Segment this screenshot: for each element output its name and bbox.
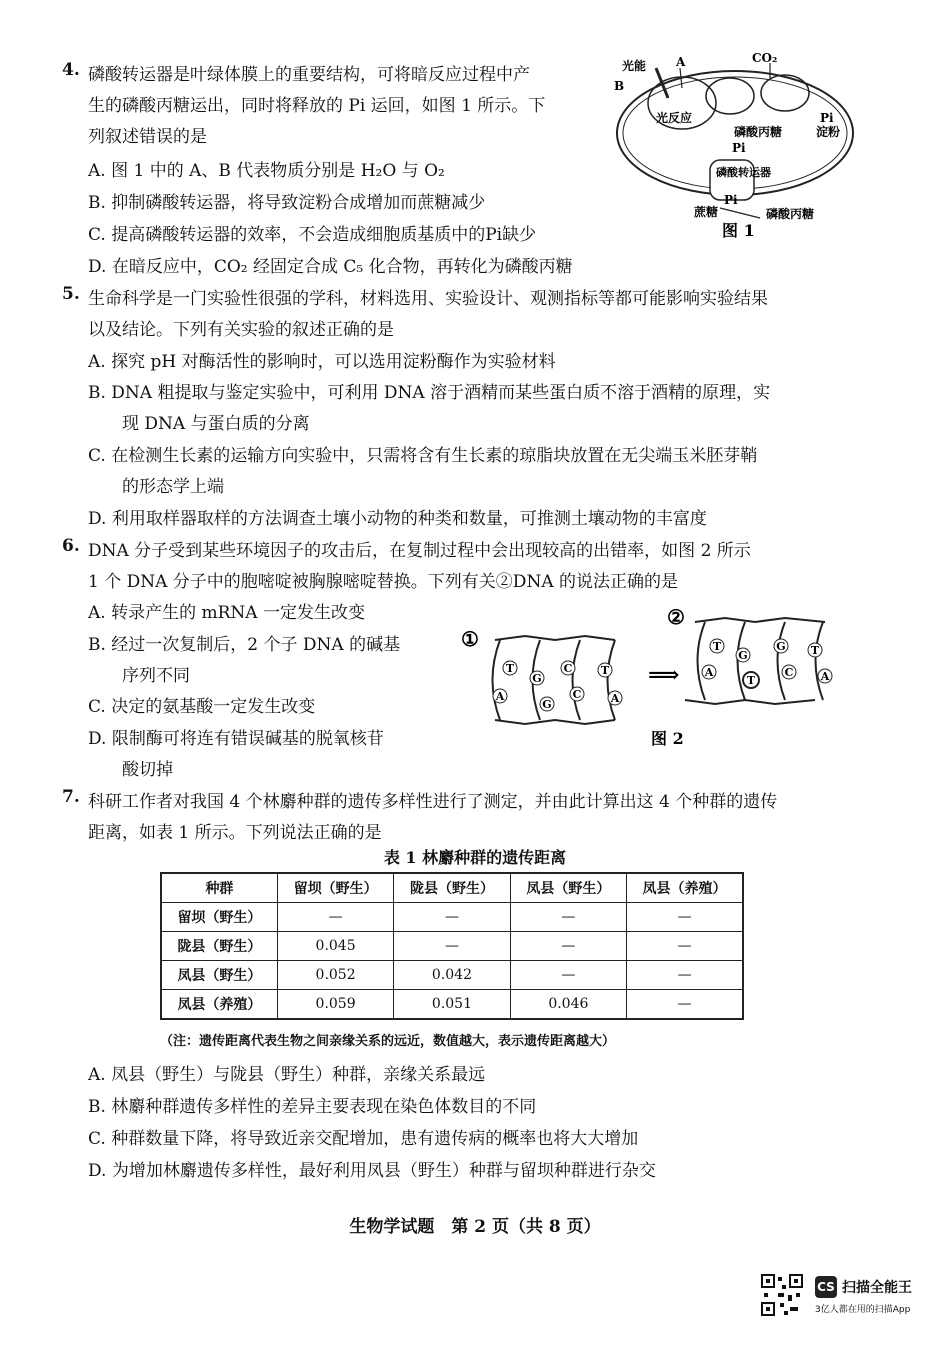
fig2-mut-base-4: T: [810, 644, 820, 657]
q4-stem-line-2: 生的磷酸丙糖运出，同时将释放的 Pi 运回，如图 1 所示。下: [88, 96, 546, 116]
fig2-base-3: C: [563, 662, 573, 675]
figure-1-chloroplast-diagram: [610, 48, 860, 238]
page-footer: 生物学试题 第 2 页（共 8 页）: [349, 1217, 601, 1237]
q4-option-b: B. 抑制磷酸转运器，将导致淀粉合成增加而蔗糖减少: [88, 193, 486, 213]
q5-option-a: A. 探究 pH 对酶活性的影响时，可以选用淀粉酶作为实验材料: [88, 352, 556, 372]
figure-2-dna-diagram: [455, 600, 855, 760]
table-header: 凤县（野生）: [510, 873, 626, 903]
fig2-mark-2: ②: [667, 605, 685, 629]
table-cell: 0.042: [394, 961, 510, 990]
q7-option-b: B. 林麝种群遗传多样性的差异主要表现在染色体数目的不同: [88, 1097, 537, 1117]
q5-option-c: C. 在检测生长素的运输方向实验中，只需将含有生长素的琼脂块放置在无尖端玉米胚芽鞘: [88, 446, 758, 466]
table-row: [161, 932, 743, 961]
table-cell: 0.051: [394, 990, 510, 1020]
q6-stem-line-1: DNA 分子受到某些环境因子的攻击后，在复制过程中会出现较高的出错率，如图 2 所示: [88, 541, 751, 561]
table-header: 陇县（野生）: [394, 873, 510, 903]
fig2-base-7: C: [572, 688, 582, 701]
fig1-label-pi-left: Pi: [732, 141, 746, 155]
q4-option-a: A. 图 1 中的 A、B 代表物质分别是 H₂O 与 O₂: [88, 161, 445, 181]
table-cell: —: [394, 932, 510, 961]
q5-stem-line-2: 以及结论。下列有关实验的叙述正确的是: [88, 320, 394, 340]
table-row: [161, 990, 743, 1020]
q5-option-c-cont: 的形态学上端: [122, 477, 224, 497]
q6-option-a: A. 转录产生的 mRNA 一定发生改变: [88, 603, 365, 623]
fig1-label-starch: 淀粉: [816, 125, 841, 139]
q6-option-c: C. 决定的氨基酸一定发生改变: [88, 697, 316, 717]
q7-number: 7.: [62, 787, 80, 807]
fig1-label-pi-top: Pi: [820, 111, 834, 125]
table-header: 留坝（野生）: [277, 873, 393, 903]
q4-stem-line-3: 列叙述错误的是: [88, 127, 207, 147]
fig1-label-light-reaction: 光反应: [656, 111, 693, 125]
fig1-label-a: A: [676, 55, 686, 69]
table-cell: 0.045: [277, 932, 393, 961]
scanner-app-tagline: 3亿人都在用的扫描App: [815, 1305, 911, 1315]
fig1-caption: 图 1: [722, 221, 755, 238]
fig1-label-sucrose: 蔗糖: [694, 205, 719, 219]
table-cell: —: [510, 961, 626, 990]
scanner-app-name: 扫描全能王: [842, 1280, 912, 1296]
fig1-label-transporter: 磷酸转运器: [716, 166, 771, 179]
table-cell: 0.059: [277, 990, 393, 1020]
fig2-caption: 图 2: [651, 729, 684, 748]
table-cell: 0.046: [510, 990, 626, 1020]
fig2-mut-base-6: T: [746, 674, 756, 687]
q5-stem-line-1: 生命科学是一门实验性很强的学科，材料选用、实验设计、观测指标等都可能影响实验结果: [88, 289, 768, 309]
fig1-label-b: B: [614, 79, 625, 93]
fig1-label-light: 光能: [622, 59, 647, 73]
fig1-label-triose: 磷酸丙糖: [734, 125, 783, 139]
fig2-mut-base-5: A: [704, 666, 714, 679]
q7-option-d: D. 为增加林麝遗传多样性，最好利用凤县（野生）种群与留坝种群进行杂交: [88, 1161, 656, 1181]
table-cell: 凤县（野生）: [161, 961, 277, 990]
table-1-caption: 表 1 林麝种群的遗传距离: [383, 848, 567, 867]
fig1-label-triose-out: 磷酸丙糖: [766, 207, 815, 221]
q4-number: 4.: [62, 60, 80, 80]
q7-stem-line-2: 距离，如表 1 所示。下列说法正确的是: [88, 823, 382, 843]
q5-option-b-cont: 现 DNA 与蛋白质的分离: [122, 414, 310, 434]
qr-code-icon: [760, 1273, 804, 1317]
table-cell: —: [627, 903, 743, 932]
q6-option-b: B. 经过一次复制后，2 个子 DNA 的碱基: [88, 635, 401, 655]
fig2-mut-base-8: A: [820, 670, 830, 683]
fig1-label-pi-bottom: Pi: [724, 193, 738, 207]
table-cell: —: [394, 903, 510, 932]
q5-option-b: B. DNA 粗提取与鉴定实验中，可利用 DNA 溶于酒精而某些蛋白质不溶于酒精的原理，实: [88, 383, 771, 403]
fig2-base-4: T: [600, 664, 610, 677]
q6-option-d-cont: 酸切掉: [122, 760, 173, 780]
fig1-label-co2: CO₂: [752, 51, 778, 65]
q7-option-a: A. 凤县（野生）与陇县（野生）种群，亲缘关系最远: [88, 1065, 486, 1085]
fig2-base-8: A: [610, 692, 620, 705]
table-cell: 留坝（野生）: [161, 903, 277, 932]
q6-stem-line-2: 1 个 DNA 分子中的胞嘧啶被胸腺嘧啶替换。下列有关②DNA 的说法正确的是: [88, 572, 678, 592]
table-header: 凤县（养殖）: [627, 873, 743, 903]
fig2-base-5: A: [495, 690, 505, 703]
table-cell: —: [277, 903, 393, 932]
table-1-genetic-distance: [160, 872, 744, 1020]
fig2-base-1: T: [505, 662, 515, 675]
table-cell: —: [627, 990, 743, 1020]
cs-logo-icon: CS: [815, 1276, 837, 1298]
q6-option-d: D. 限制酶可将连有错误碱基的脱氧核苷: [88, 729, 384, 749]
table-header-row: [161, 873, 743, 903]
fig2-arrow: ⟹: [648, 662, 680, 688]
q7-stem-line-1: 科研工作者对我国 4 个林麝种群的遗传多样性进行了测定，并由此计算出这 4 个种群的遗传: [88, 792, 778, 812]
table-1-note: （注：遗传距离代表生物之间亲缘关系的远近，数值越大，表示遗传距离越大）: [160, 1034, 616, 1049]
q6-option-b-cont: 序列不同: [122, 666, 190, 686]
table-row: [161, 961, 743, 990]
q7-option-c: C. 种群数量下降，将导致近亲交配增加，患有遗传病的概率也将大大增加: [88, 1129, 639, 1149]
q5-number: 5.: [62, 284, 80, 304]
fig2-mut-base-3: G: [776, 640, 786, 653]
fig2-mut-base-7: C: [784, 666, 794, 679]
q4-stem-line-1: 磷酸转运器是叶绿体膜上的重要结构，可将暗反应过程中产: [88, 65, 530, 85]
table-cell: 陇县（野生）: [161, 932, 277, 961]
fig2-base-6: G: [542, 698, 552, 711]
q4-option-c: C. 提高磷酸转运器的效率，不会造成细胞质基质中的Pi缺少: [88, 225, 537, 245]
q5-option-d: D. 利用取样器取样的方法调查土壤小动物的种类和数量，可推测土壤动物的丰富度: [88, 509, 707, 529]
fig2-mut-base-1: T: [712, 640, 722, 653]
table-cell: —: [510, 932, 626, 961]
table-cell: —: [510, 903, 626, 932]
fig2-mut-base-2: G: [738, 649, 748, 662]
q4-option-d: D. 在暗反应中，CO₂ 经固定合成 C₅ 化合物，再转化为磷酸丙糖: [88, 257, 573, 277]
table-cell: —: [627, 961, 743, 990]
table-cell: —: [627, 932, 743, 961]
table-cell: 凤县（养殖）: [161, 990, 277, 1020]
q6-number: 6.: [62, 536, 80, 556]
table-header: 种群: [161, 873, 277, 903]
table-cell: 0.052: [277, 961, 393, 990]
fig2-base-2: G: [532, 672, 542, 685]
table-row: [161, 903, 743, 932]
fig2-mark-1: ①: [461, 627, 479, 651]
